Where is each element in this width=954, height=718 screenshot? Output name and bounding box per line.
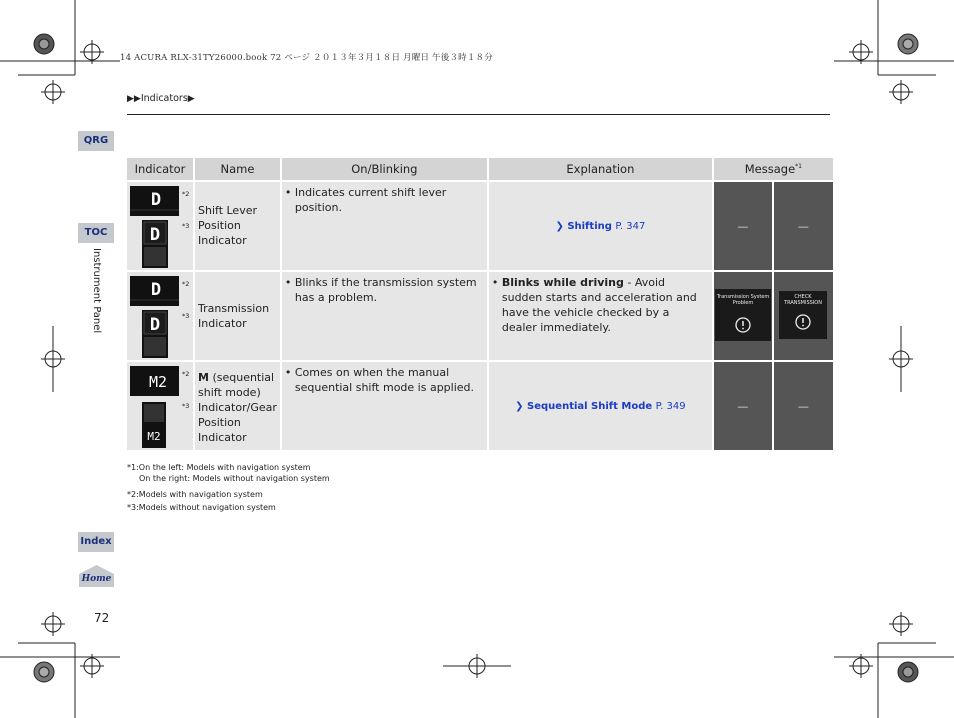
header-on-blinking: On/Blinking <box>282 158 487 180</box>
breadcrumb-tail-arrow: ▶ <box>187 94 195 104</box>
footnote-ref: *2 <box>182 190 190 198</box>
message-left: — <box>714 182 772 270</box>
home-icon <box>78 564 115 588</box>
on-blinking-cell <box>282 362 487 450</box>
indicator-name <box>195 362 280 450</box>
gear-d-label: D <box>149 225 161 245</box>
toc-button[interactable]: TOC <box>78 223 114 243</box>
home-button[interactable] <box>78 564 115 588</box>
breadcrumb-link-indicators[interactable]: Indicators <box>140 93 188 104</box>
gear-d-label: D <box>150 280 162 300</box>
footnote-ref: *3 <box>182 402 190 410</box>
transmission-problem-message <box>715 289 771 341</box>
table-row <box>127 182 833 270</box>
on-blinking-cell <box>282 272 487 360</box>
table-row <box>127 362 833 450</box>
gear-d-label: D <box>149 315 161 335</box>
on-blinking-text: Indicates current shift lever position. <box>294 186 447 214</box>
message-text: CHECK TRANSMISSION <box>784 293 823 306</box>
footnote-2: *2:Models with navigation system <box>127 490 263 499</box>
index-button[interactable]: Index <box>78 532 114 552</box>
indicator-name-bold: M <box>198 371 209 384</box>
explanation-text: - Avoid sudden starts and acceleration and have the vehicle checked by a dealer immediately. <box>501 276 697 334</box>
shift-display-nav <box>130 276 179 306</box>
check-transmission-message <box>779 291 827 339</box>
message-right <box>774 272 833 360</box>
indicator-name: Transmission Indicator <box>195 272 280 360</box>
indicator-name-text: (sequential shift mode) Indicator/Gear Position Indicator <box>198 371 277 444</box>
shift-display-non-nav <box>142 310 168 358</box>
gear-display-nav <box>130 366 179 396</box>
message-footnote-ref: *1 <box>795 163 802 171</box>
bullet-dot: • <box>491 276 499 289</box>
on-blinking-text: Comes on when the manual sequential shift mode is applied. <box>294 366 475 394</box>
indicator-cell <box>127 362 193 450</box>
header-message: Message$^{*1}$ <box>714 158 833 180</box>
qrg-button[interactable]: QRG <box>78 131 114 151</box>
indicator-table <box>125 156 835 452</box>
on-blinking-cell <box>282 182 487 270</box>
footnotes <box>127 462 330 513</box>
table-row <box>127 272 833 360</box>
indicator-cell <box>127 182 193 270</box>
breadcrumb <box>127 93 195 104</box>
shifting-link[interactable]: ❯ Shifting P. 347 <box>555 220 646 232</box>
link-arrow-icon: ❯ <box>555 220 564 232</box>
header-explanation: Explanation <box>489 158 712 180</box>
indicator-cell <box>127 272 193 360</box>
footnote-ref: *3 <box>182 222 190 230</box>
shift-display-nav <box>130 186 179 216</box>
bullet-dot: • <box>284 186 292 199</box>
table-header-row <box>127 158 833 180</box>
header-indicator: Indicator <box>127 158 193 180</box>
link-arrow-icon: ❯ <box>515 400 524 412</box>
shift-display-non-nav <box>142 220 168 268</box>
indicator-name: Shift Lever Position Indicator <box>195 182 280 270</box>
breadcrumb-arrows: ▶▶ <box>127 94 141 104</box>
explanation-cell <box>489 272 712 360</box>
book-header-line: 14 ACURA RLX-31TY26000.book 72 ページ ２０１３年３月１８日 月曜日 午後３時１８分 <box>120 53 493 63</box>
page-number: 72 <box>94 611 110 625</box>
bullet-dot: • <box>284 276 292 289</box>
message-left: — <box>714 362 772 450</box>
bullet-dot: • <box>284 366 292 379</box>
gear-m2-label: M2 <box>148 373 168 391</box>
footnote-1-continued: On the right: Models without navigation system <box>139 474 330 483</box>
message-right: — <box>774 182 833 270</box>
footnote-ref: *2 <box>182 280 190 288</box>
message-text: Transmission System Problem <box>716 293 770 306</box>
explanation-cell <box>489 182 712 270</box>
home-label: Home <box>81 574 112 584</box>
on-blinking-text: Blinks if the transmission system has a problem. <box>294 276 477 304</box>
message-right: — <box>774 362 833 450</box>
header-name: Name <box>195 158 280 180</box>
gear-d-label: D <box>150 190 162 210</box>
gear-m2-label: M2 <box>147 430 161 443</box>
footnote-ref: *2 <box>182 370 190 378</box>
gear-display-non-nav <box>142 402 166 448</box>
footnote-3: *3:Models without navigation system <box>127 503 276 512</box>
footnote-ref: *3 <box>182 312 190 320</box>
explanation-bold: Blinks while driving <box>501 276 624 289</box>
explanation-cell <box>489 362 712 450</box>
message-left <box>714 272 772 360</box>
header-divider <box>127 114 830 115</box>
section-label: Instrument Panel <box>91 248 102 334</box>
sequential-shift-mode-link[interactable]: ❯ Sequential Shift Mode P. 349 <box>515 400 686 412</box>
footnote-1: *1:On the left: Models with navigation system <box>127 463 311 472</box>
